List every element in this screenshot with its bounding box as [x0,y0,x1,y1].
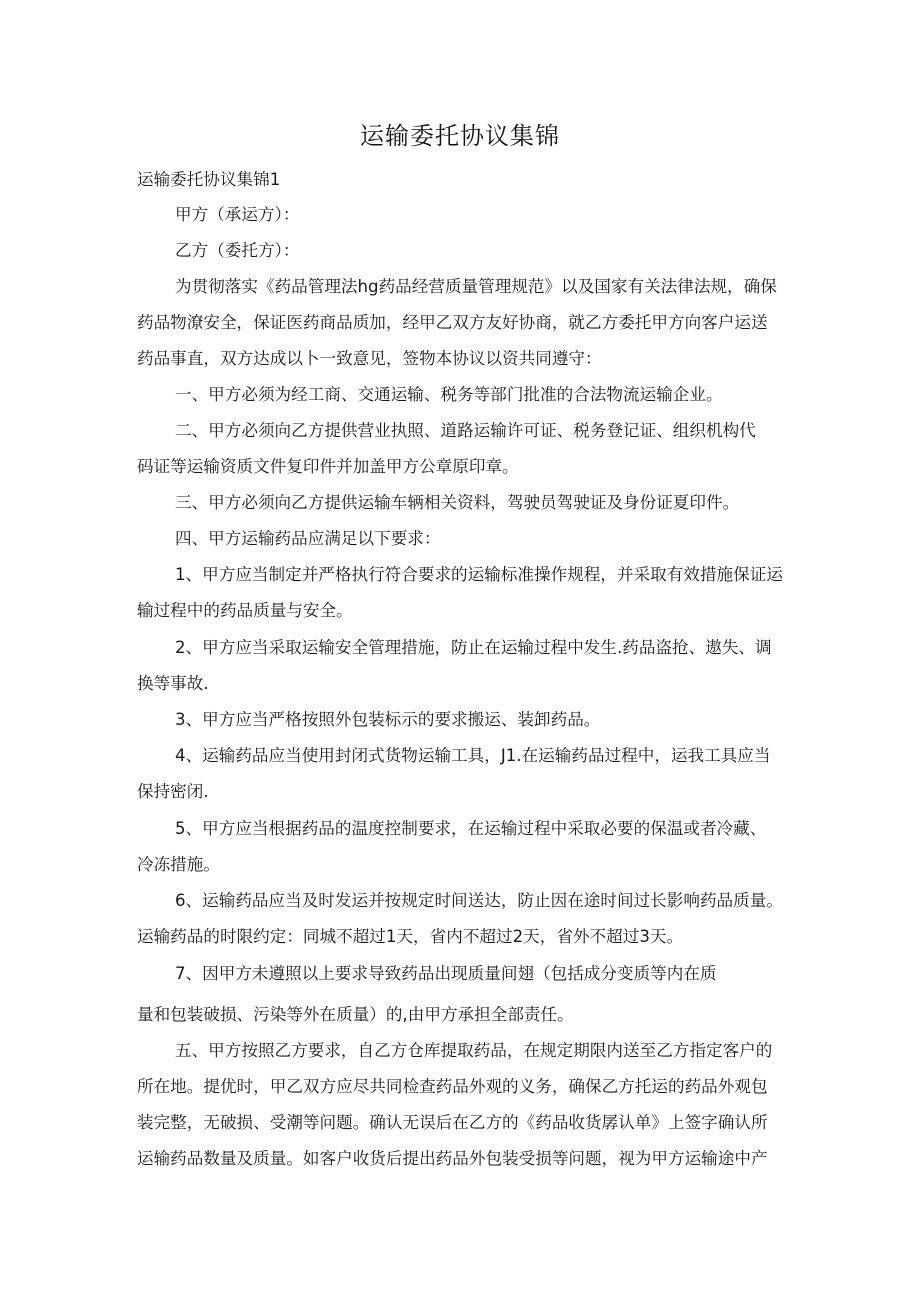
requirement-line: 量和包装破损、污染等外在质量）的,由甲方承担全部责任。 [137,1005,574,1024]
clause-line: 四、甲方运输药品应满足以下要求： [175,529,441,548]
requirement-line: 6、运输药品应当及时发运并按规定时间送达，防止因在途时间过长影响药品质量。 [175,891,783,910]
requirement-line: 2、甲方应当采取运输安全管理措施，防止在运输过程中发生.药品盗抢、遨失、调 [175,638,772,657]
requirement-line: 运输药品的时限约定：同城不超过1天，省内不超过2天，省外不超过3天。 [137,927,684,946]
clause-line: 三、甲方必须向乙方提供运输车辆相关资料，驾驶员驾驶证及身份证夏印件。 [175,493,740,512]
paragraph-line: 药品事直，双方达成以卜一致意见，签物本协议以资共同遵守： [137,349,602,368]
requirement-line: 5、甲方应当根据药品的温度控制要求，在运输过程中采取必要的保温或者冷藏、 [175,819,767,838]
clause-line: 运输药品数量及质量。如客户收货后提出药品外包装受损等问题，视为甲方运输途中产 [137,1149,768,1168]
requirement-line: 3、甲方应当严格按照外包装标示的要求搬运、装卸药品。 [175,710,601,729]
clause-line: 所在地。提优时，甲乙双方应尽共同检查药品外观的义务，确保乙方托运的药品外观包 [137,1077,768,1096]
requirement-line: 1、甲方应当制定并严格执行符合要求的运输标准操作规程，并采取有效措施保证运 [175,565,783,584]
requirement-line: 4、运输药品应当使用封闭式货物运输工具，J1.在运输药品过程中，运我工具应当 [175,746,771,765]
clause-line: 五、甲方按照乙方要求，自乙方仓库提取药品，在规定期限内送至乙方指定客户的 [175,1041,773,1060]
requirement-line: 换等事故. [137,674,209,693]
clause-line: 一、甲方必须为经工商、交通运输、税务等部门批准的合法物流运输企业。 [175,385,723,404]
requirement-line: 7、因甲方未遵照以上要求导致药品出现质量间翅（包括成分变质等内在质 [175,964,717,983]
subtitle-line: 运输委托协议集锦1 [137,170,281,189]
party-a-line: 甲方（承运方）： [175,205,300,224]
document-title: 运输委托协议集锦 [360,122,560,150]
clause-line: 码证等运输资质文件复印件并加盖甲方公章原印章。 [137,457,519,476]
requirement-line: 冷冻措施。 [137,855,220,874]
clause-line: 装完整，无破损、受潮等问题。确认无误后在乙方的《药品收货孱认单》上签字确认所 [137,1113,768,1132]
paragraph-line: 为贯彻落实《药品管理法hg药品经营质量管理规范》以及国家有关法律法规，确保 [175,277,777,296]
paragraph-line: 药品物潦安全，保证医药商品质加，经甲乙双方友好协商，就乙方委托甲方向客户运送 [137,313,768,332]
requirement-line: 输过程中的药品质量与安全。 [137,601,353,620]
party-b-line: 乙方（委托方）： [175,241,300,260]
requirement-line: 保持密闭. [137,782,209,801]
clause-line: 二、甲方必须向乙方提供营业执照、道路运输许可证、税务登记证、组织机构代 [175,421,756,440]
